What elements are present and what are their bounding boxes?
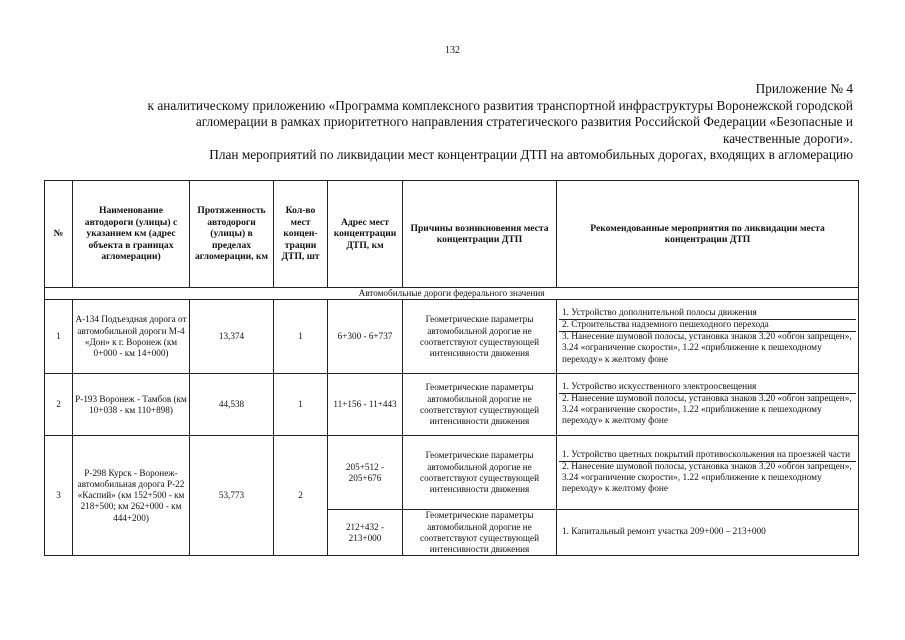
road-length: 13,374	[190, 300, 274, 374]
measures-cell	[557, 300, 859, 374]
location-address: 6+300 - 6+737	[328, 300, 403, 374]
row-number: 3	[45, 436, 73, 556]
col-header-measures: Рекомендованные мероприятия по ликвидации места концентрации ДТП	[557, 181, 859, 288]
measure-item: 1. Устройство цветных покрытий противоскольжения на проезжей части	[559, 450, 856, 462]
header-line-3: качественные дороги».	[722, 130, 853, 146]
measure-item: 3. Нанесение шумовой полосы, установка знаков 3.20 «обгон запрещен», 3.24 «ограничение скорости», 1.22 «приближение к пешеходному переходу» к желтому фоне	[562, 332, 852, 365]
section-row	[45, 288, 859, 300]
col-header-road-name: Наименование автодороги (улицы) с указанием км (адрес объекта в границах агломерации)	[73, 181, 190, 288]
road-name: Р-298 Курск - Воронеж- автомобильная дорога Р-22 «Каспий» (км 152+500 - км 218+500; км 262+000 - км 444+200)	[73, 436, 190, 556]
location-count: 1	[274, 300, 328, 374]
measure-item: 1. Устройство искусственного электроосвещения	[559, 382, 856, 394]
header-line-1: к аналитическому приложению «Программа комплексного развития транспортной инфраструктуры Воронежской городской	[147, 97, 853, 113]
location-address: 212+432 - 213+000	[328, 510, 403, 556]
measure-item: 2. Нанесение шумовой полосы, установка знаков 3.20 «обгон запрещен», 3.24 «ограничение скорости», 1.22 «приближение к пешеходному переходу» к желтому фоне	[562, 394, 852, 427]
location-count: 2	[274, 436, 328, 556]
road-name: А-134 Подъездная дорога от автомобильной дороги М-4 «Дон» к г. Воронеж (км 0+000 - км 14+000)	[73, 300, 190, 374]
location-address: 205+512 - 205+676	[328, 436, 403, 510]
measures-cell	[557, 374, 859, 436]
col-header-number: №	[45, 181, 73, 288]
road-length: 44,538	[190, 374, 274, 436]
table-header-row	[45, 181, 859, 288]
road-name: Р-193 Воронеж - Тамбов (км 10+038 - км 110+898)	[73, 374, 190, 436]
plan-title: План мероприятий по ликвидации мест концентрации ДТП на автомобильных дорогах, входящих в агломерацию	[209, 147, 853, 162]
location-cause: Геометрические параметры автомобильной дорогие не соответствуют существующей интенсивности движения	[403, 510, 557, 556]
header-line-2: агломерации в рамках приоритетного направления стратегического развития Российской Федерации «Безопасные и	[195, 114, 853, 129]
table-row	[45, 300, 859, 374]
page-number: 132	[445, 45, 460, 56]
location-count: 1	[274, 374, 328, 436]
document-header	[33, 81, 853, 164]
measure-item: 2. Строительства надземного пешеходного перехода	[559, 320, 856, 332]
measures-cell	[557, 436, 859, 510]
measure-item: 2. Нанесение шумовой полосы, установка знаков 3.20 «обгон запрещен», 3.24 «ограничение скорости», 1.22 «приближение к пешеходному переходу» к желтому фоне	[562, 462, 852, 495]
section-title: Автомобильные дороги федерального значения	[45, 288, 859, 300]
col-header-count: Кол-во мест концен-трации ДТП, шт	[274, 181, 328, 288]
table-row	[45, 374, 859, 436]
row-number: 2	[45, 374, 73, 436]
appendix-label: Приложение № 4	[755, 81, 853, 96]
location-address: 11+156 - 11+443	[328, 374, 403, 436]
table-row	[45, 436, 859, 510]
col-header-cause: Причины возникновения места концентрации ДТП	[403, 181, 557, 288]
measure-item: 1. Капитальный ремонт участка 209+000 – 213+000	[562, 527, 766, 538]
col-header-address: Адрес мест концентрации ДТП, км	[328, 181, 403, 288]
location-cause: Геометрические параметры автомобильной дорогие не соответствуют существующей интенсивности движения	[403, 374, 557, 436]
road-length: 53,773	[190, 436, 274, 556]
location-cause: Геометрические параметры автомобильной дорогие не соответствуют существующей интенсивности движения	[403, 300, 557, 374]
col-header-length: Протяженность автодороги (улицы) в пределах агломерации, км	[190, 181, 274, 288]
location-cause: Геометрические параметры автомобильной дорогие не соответствуют существующей интенсивности движения	[403, 436, 557, 510]
measures-table	[44, 180, 859, 556]
row-number: 1	[45, 300, 73, 374]
measure-item: 1. Устройство дополнительной полосы движения	[559, 308, 856, 320]
measures-cell	[557, 510, 859, 556]
